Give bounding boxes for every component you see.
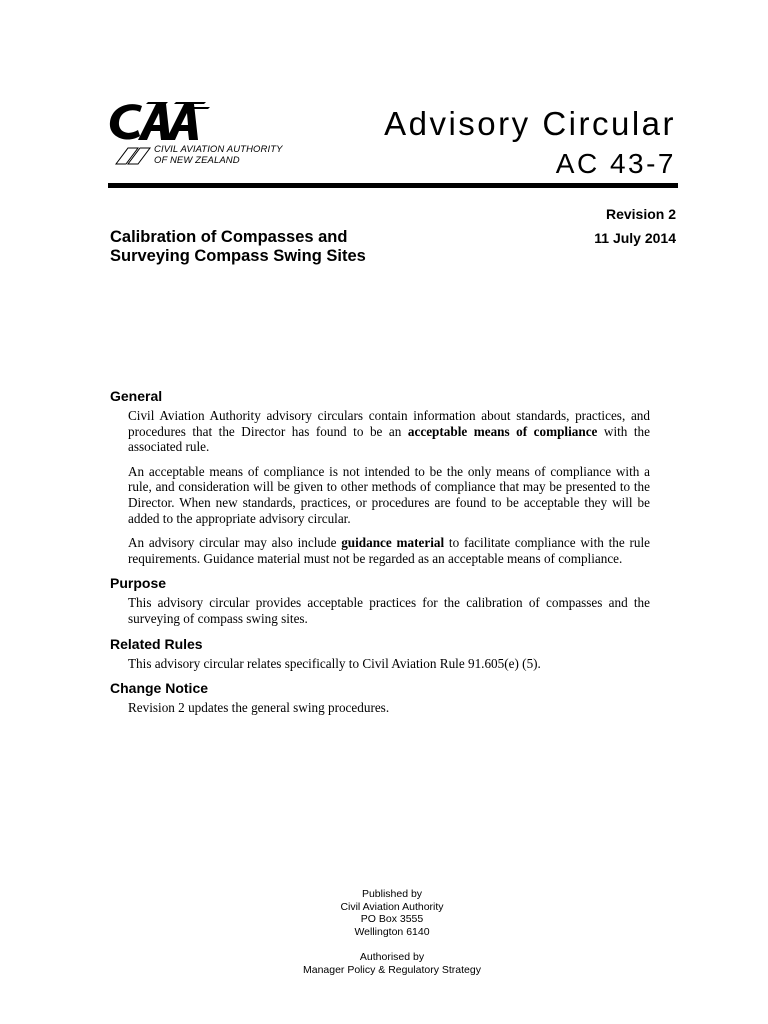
subject-line-1: Calibration of Compasses and: [110, 228, 348, 246]
revision-date: 11 July 2014: [594, 230, 676, 246]
caa-logo-mark: [108, 100, 218, 144]
publisher-name: Civil Aviation Authority: [340, 900, 444, 913]
paragraph-text: Civil Aviation Authority advisory circulars contain information about standards, practices, and procedures that the Director has found to be an: [128, 408, 650, 439]
paragraph: [128, 408, 650, 455]
section-heading: Purpose: [110, 575, 167, 592]
authorised-by-block: [0, 951, 768, 976]
paragraph: Revision 2 updates the general swing procedures.: [128, 700, 390, 716]
paragraph: This advisory circular provides acceptable practices for the calibration of compasses and the surveying of compass swing sites.: [128, 595, 650, 626]
publisher-block: [0, 888, 768, 976]
document-title: Advisory Circular: [384, 105, 676, 142]
section-change-notice: [110, 680, 650, 716]
authorised-by-label: Authorised by: [359, 950, 425, 963]
revision-label: Revision 2: [605, 206, 676, 222]
bold-term: guidance material: [341, 535, 445, 551]
paragraph-text: to facilitate compliance with the rule requirements. Guidance material must not be regarded as an acceptable means of compliance.: [128, 535, 650, 566]
section-heading: Change Notice: [110, 680, 209, 697]
logo-line-1: CIVIL AVIATION AUTHORITY: [154, 144, 283, 155]
logo-line-2: OF NEW ZEALAND: [154, 155, 240, 166]
document-body: [110, 388, 650, 725]
stripes-icon: [112, 146, 152, 166]
paragraph-text: with the associated rule.: [128, 423, 651, 455]
caa-logo: [108, 100, 298, 170]
paragraph-text: An advisory circular may also include: [128, 535, 342, 551]
publisher-po-box: PO Box 3555: [360, 913, 424, 926]
document-subject: [110, 228, 440, 266]
subject-line-2: Surveying Compass Swing Sites: [110, 247, 366, 265]
paragraph: [128, 535, 650, 566]
paragraph: An acceptable means of compliance is not intended to be the only means of compliance with a rule, and consideration will be given to other methods of compliance that may be presented to the Director. When new standards, practices, or procedures are found to be acceptable they will be added to the appropriate advisory circular.: [128, 463, 650, 526]
header-rule: [108, 183, 678, 188]
section-heading: General: [110, 388, 163, 404]
section-general: [110, 388, 650, 566]
publisher-city: Wellington 6140: [354, 926, 430, 939]
authoriser-name: Manager Policy & Regulatory Strategy: [302, 963, 481, 976]
published-by-block: [0, 888, 768, 939]
paragraph: This advisory circular relates specifically to Civil Aviation Rule 91.605(e) (5).: [128, 655, 541, 671]
published-by-label: Published by: [361, 888, 423, 900]
section-heading: Related Rules: [110, 635, 203, 652]
section-purpose: [110, 575, 650, 626]
bold-term: acceptable means of compliance: [407, 423, 598, 439]
document-number: AC 43-7: [555, 148, 676, 179]
section-related-rules: [110, 636, 650, 672]
